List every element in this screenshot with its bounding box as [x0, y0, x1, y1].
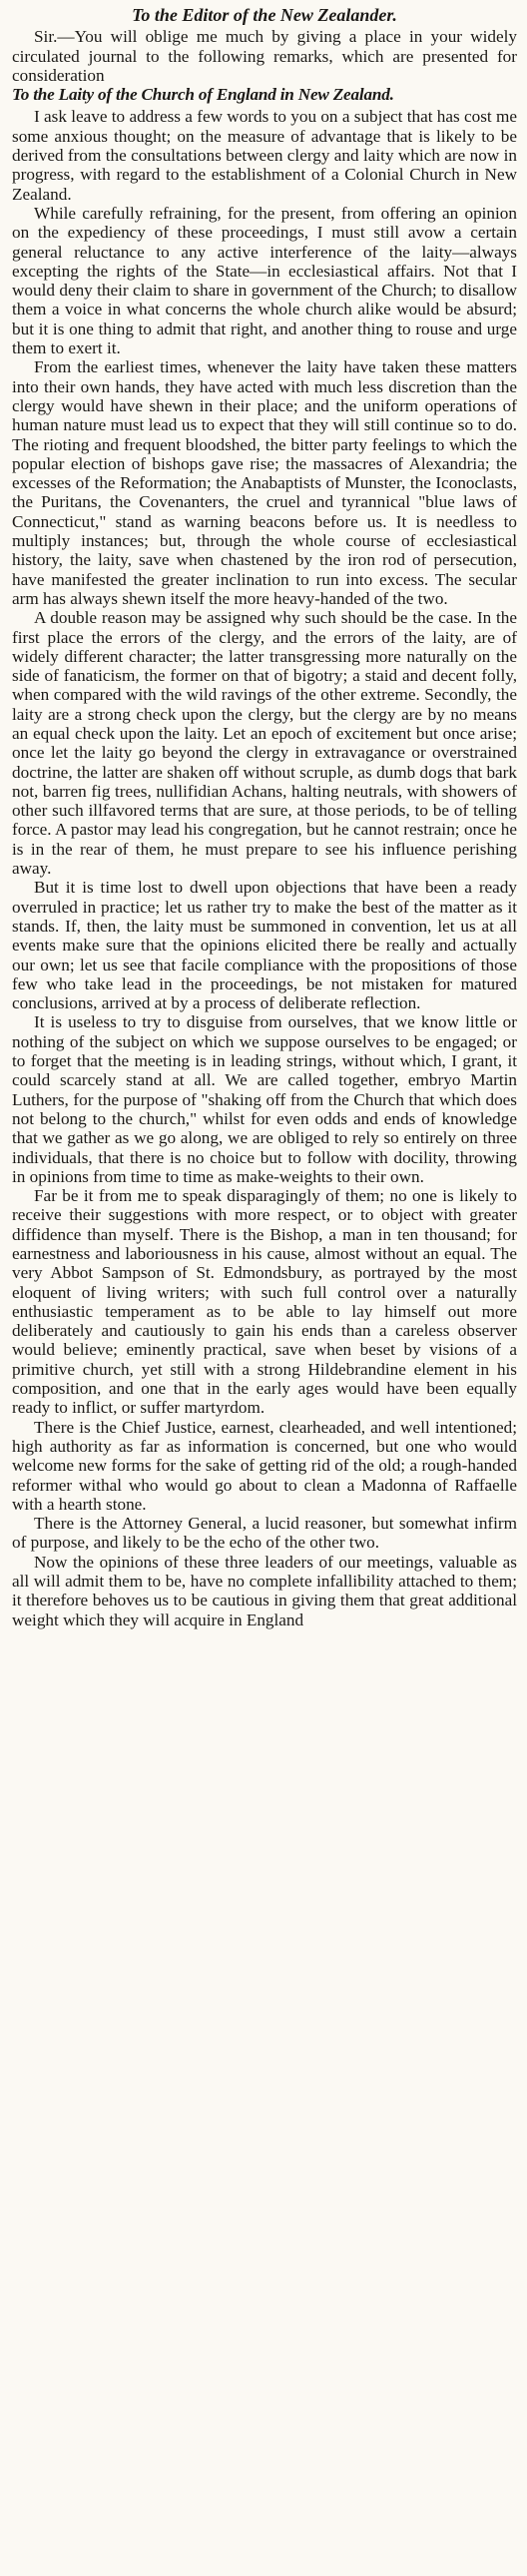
letter-paragraph: From the earliest times, whenever the laity have taken these matters into their own hands, they have acted with much less discretion than the clergy would have shewn in their place; and the uniform operations of human nature must lead us to expect that they will still continue so to do. The rioting and frequent bloodshed, the bitter party feelings to which the popular election of bishops gave rise; the massacres of Alexandria; the excesses of the Reformation; the Anabaptists of Munster, the Iconoclasts, the Puritans, the Covenanters, the cruel and tyrannical "blue laws of Connecticut," stand as warning beacons before us. It is needless to multiply instances; but, through the whole course of ecclesiastical history, the laity, save when chastened by the iron rod of persecution, have manifested the greater inclination to run into excess. The secular arm has always shewn itself the more heavy-handed of the two. [12, 357, 517, 608]
letter-paragraph: While carefully refraining, for the present, from offering an opinion on the expediency of these proceedings, I must still avow a certain general reluctance to any active interference of the laity—always excepting the rights of the State—in ecclesiastical affairs. Not that I would deny their claim to share in government of the Church; to disallow them a voice in what concerns the whole church alike would be absurd; but it is one thing to admit that right, and another thing to rouse and urge them to exert it. [12, 203, 517, 358]
letter-salutation: Sir.—You will oblige me much by giving a place in your widely circulated journal to the following remarks, which are presented for consideration [12, 27, 517, 85]
letter-paragraph: A double reason may be assigned why such should be the case. In the first place the errors of the clergy, and the errors of the laity, are of widely different character; the latter transgressing more naturally on the side of fanaticism, the former on that of bigotry; a staid and decent folly, when compared with the wild ravings of the other extreme. Secondly, the laity are a strong check upon the clergy, but the clergy are by no means an equal check upon the laity. Let an epoch of excitement but once arise; once let the laity go beyond the clergy in extravagance or overstrained doctrine, the latter are shaken off without scruple, as dumb dogs that bark not, barren fig trees, nullifidian Achans, halting neutrals, with showers of other such illfavored terms that are sure, at those periods, to be of telling force. A pastor may lead his congregation, but he cannot restrain; once he is in the rear of them, he must prepare to see his influence perishing away. [12, 608, 517, 879]
letter-title: To the Editor of the New Zealander. [132, 5, 397, 25]
letter-paragraph: Far be it from me to speak disparagingly of them; no one is likely to receive their suggestions with more respect, or to object with greater diffidence than myself. There is the Bishop, a man in ten thousand; for earnestness and laboriousness in his cause, almost without an equal. The very Abbot Sampson of St. Edmondsbury, as portrayed by the most eloquent of living writers; with such full control over a naturally enthusiastic temperament as to be able to lay himself out more deliberately and cautiously to gain his ends than a careless observer would believe; eminently practical, save when beset by visions of a primitive church, yet still with a strong Hildebrandine element in his composition, and one that in the early ages would have been equally ready to inflict, or suffer martyrdom. [12, 1186, 517, 1418]
letter-paragraph: It is useless to try to disguise from ourselves, that we know little or nothing of the subject on which we suppose ourselves to be engaged; or to forget that the meeting is in leading strings, without which, I grant, it could scarcely stand at all. We are called together, embryo Martin Luthers, for the purpose of "shaking off from the Church that which does not belong to the church," whilst for even odds and ends of knowledge that we gather as we go along, we are obliged to rely so entirely on three individuals, that there is no choice but to follow with docility, throwing in opinions from time to time as make-weights to their own. [12, 1012, 517, 1186]
letter-paragraph: But it is time lost to dwell upon objections that have been a ready overruled in practice; let us rather try to make the best of the matter as it stands. If, then, the laity must be summoned in convention, let us at all events make sure that the opinions elicited there be really and actually our own; let us see that facile compliance with the propositions of those few who take lead in the proceedings, be not mistaken for matured conclusions, arrived at by a process of deliberate reflection. [12, 878, 517, 1013]
letter-paragraph: There is the Attorney General, a lucid reasoner, but somewhat infirm of purpose, and likely to be the echo of the other two. [12, 1514, 517, 1553]
letter-address-line: To the Laity of the Church of England in New Zealand. [12, 85, 394, 105]
letter-paragraph: There is the Chief Justice, earnest, clearheaded, and well intentioned; high authority as far as information is concerned, but one who would welcome new forms for the sake of getting rid of the old; a rough-handed reformer withal who would go about to clean a Madonna of Raffaelle with a hearth stone. [12, 1417, 517, 1514]
letter-paragraph: I ask leave to address a few words to you on a subject that has cost me some anxious thought; on the measure of advantage that is likely to be derived from the consultations between clergy and laity which are now in progress, with regard to the establishment of a Colonial Church in New Zealand. [12, 107, 517, 204]
letter-paragraph: Now the opinions of these three leaders of our meetings, valuable as all will admit them to be, have no complete infallibility attached to them; it therefore behoves us to be cautious in giving them that great additional weight which they will acquire in England [12, 1552, 517, 1629]
